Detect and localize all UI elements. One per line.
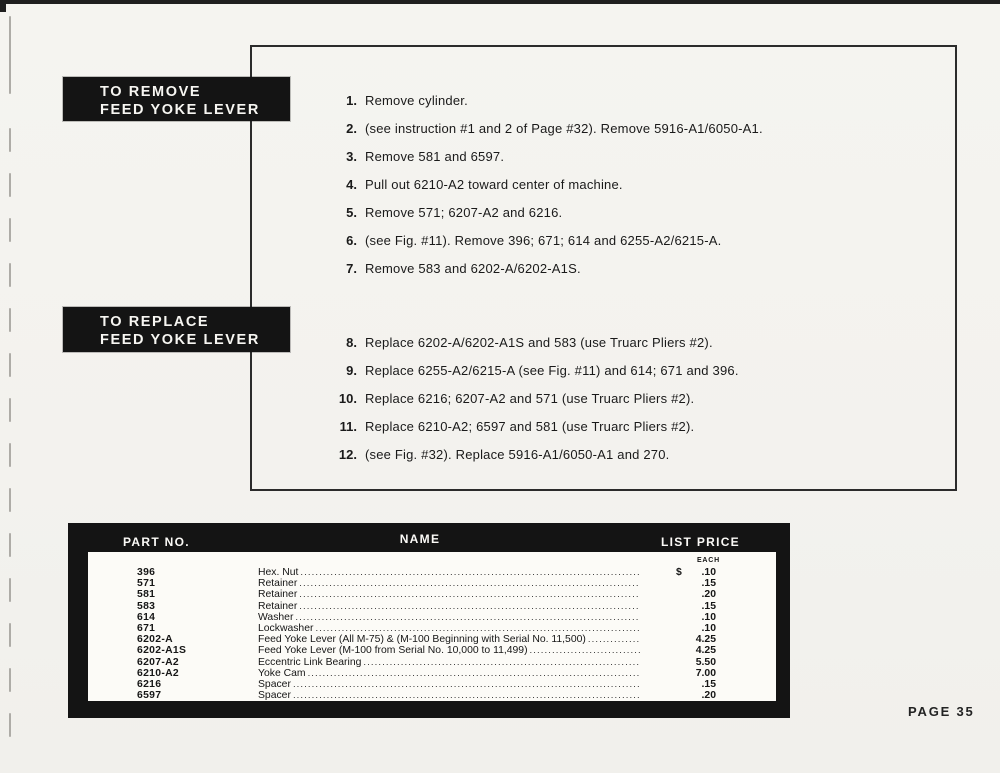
binding-mark	[9, 353, 11, 377]
step-number: 9.	[346, 363, 357, 378]
price-value: .15	[701, 578, 716, 590]
step-number: 7.	[346, 261, 357, 276]
part-name: Eccentric Link Bearing	[258, 656, 362, 668]
price-value: .20	[701, 690, 716, 702]
binding-mark	[9, 308, 11, 332]
parts-table-rows	[88, 567, 776, 701]
price-value: .15	[701, 600, 716, 612]
remove-step-6	[333, 232, 933, 249]
part-no-cell: 6202-A1S	[137, 645, 187, 657]
dot-leader	[308, 668, 640, 679]
column-header-list-price: LIST PRICE	[660, 535, 740, 549]
price-value: .10	[701, 611, 716, 623]
replace-step-5	[333, 446, 933, 463]
table-row	[88, 634, 776, 645]
name-cell	[258, 589, 640, 600]
table-row	[88, 657, 776, 668]
replace-steps-list	[333, 334, 933, 474]
price-cell	[676, 567, 776, 578]
dot-leader	[300, 567, 640, 578]
name-cell	[258, 601, 640, 612]
step-text: (see instruction #1 and 2 of Page #32). Remove 5916-A1/6050-A1.	[365, 121, 763, 136]
step-number: 2.	[346, 121, 357, 136]
dot-leader	[588, 634, 640, 645]
binding-mark	[9, 16, 11, 94]
table-row	[88, 567, 776, 578]
price-cell	[676, 634, 776, 645]
price-value: 7.00	[695, 667, 716, 679]
dot-leader	[295, 612, 640, 623]
binding-mark	[9, 623, 11, 647]
dot-leader	[299, 589, 640, 600]
step-text: Remove cylinder.	[365, 93, 468, 108]
table-row	[88, 589, 776, 600]
section-header-replace-line1: TO REPLACE	[100, 314, 210, 330]
price-unit-label: EACH	[696, 557, 720, 564]
part-no-cell: 671	[137, 622, 156, 634]
dot-leader	[530, 645, 640, 656]
price-value: 5.50	[695, 656, 716, 668]
binding-mark	[9, 128, 11, 152]
step-text: (see Fig. #32). Replace 5916-A1/6050-A1 and 270.	[365, 447, 670, 462]
step-number: 6.	[346, 233, 357, 248]
currency-symbol: $	[676, 567, 682, 578]
remove-step-3	[333, 148, 933, 165]
binding-mark	[9, 668, 11, 692]
price-value: .20	[701, 589, 716, 601]
scan-corner-mark	[0, 0, 6, 12]
name-cell	[258, 567, 640, 578]
section-header-remove-line1: TO REMOVE	[100, 84, 202, 100]
table-row	[88, 668, 776, 679]
price-value: .10	[701, 622, 716, 634]
step-text: Remove 583 and 6202-A/6202-A1S.	[365, 261, 581, 276]
remove-step-5	[333, 204, 933, 221]
remove-step-7	[333, 260, 933, 277]
parts-table-body-panel	[88, 552, 776, 701]
part-name: Hex. Nut	[258, 567, 299, 578]
binding-mark	[9, 443, 11, 467]
part-name: Retainer	[258, 589, 298, 601]
part-no-cell: 614	[137, 611, 156, 623]
price-value: 4.25	[695, 634, 716, 646]
binding-mark	[9, 173, 11, 197]
step-number: 8.	[346, 335, 357, 350]
step-number: 10.	[338, 391, 357, 406]
step-number: 4.	[346, 177, 357, 192]
part-name: Retainer	[258, 578, 298, 590]
step-number: 12.	[338, 447, 357, 462]
part-name: Feed Yoke Lever (All M-75) & (M-100 Beginning with Serial No. 11,500)	[258, 634, 586, 646]
step-text: Replace 6202-A/6202-A1S and 583 (use Truarc Pliers #2).	[365, 335, 713, 350]
part-no-cell: 581	[137, 589, 156, 601]
binding-mark	[9, 713, 11, 737]
part-name: Yoke Cam	[258, 667, 306, 679]
part-name: Spacer	[258, 690, 291, 702]
part-no-cell: 6216	[137, 678, 162, 690]
part-no-cell: 583	[137, 600, 156, 612]
section-header-remove-line2: FEED YOKE LEVER	[100, 102, 260, 118]
name-cell	[258, 645, 640, 656]
remove-step-1	[333, 92, 933, 109]
step-text: (see Fig. #11). Remove 396; 671; 614 and 6255-A2/6215-A.	[365, 233, 722, 248]
price-cell	[676, 623, 776, 634]
step-text: Remove 581 and 6597.	[365, 149, 505, 164]
table-row	[88, 645, 776, 656]
price-cell	[676, 679, 776, 690]
step-text: Replace 6216; 6207-A2 and 571 (use Truarc Pliers #2).	[365, 391, 695, 406]
step-text: Replace 6255-A2/6215-A (see Fig. #11) and 614; 671 and 396.	[365, 363, 739, 378]
name-cell	[258, 623, 640, 634]
name-cell	[258, 578, 640, 589]
part-no-cell: 571	[137, 578, 156, 590]
dot-leader	[299, 578, 640, 589]
page-number: PAGE 35	[908, 704, 975, 719]
part-no-cell: 6210-A2	[137, 667, 179, 679]
name-cell	[258, 657, 640, 668]
replace-step-3	[333, 390, 933, 407]
table-row	[88, 578, 776, 589]
binding-mark	[9, 533, 11, 557]
parts-table-header	[68, 532, 790, 550]
step-number: 5.	[346, 205, 357, 220]
name-cell	[258, 679, 640, 690]
table-row	[88, 623, 776, 634]
table-row	[88, 612, 776, 623]
replace-step-4	[333, 418, 933, 435]
part-name: Retainer	[258, 600, 298, 612]
dot-leader	[299, 601, 640, 612]
price-cell	[676, 645, 776, 656]
price-cell	[676, 589, 776, 600]
binding-mark	[9, 578, 11, 602]
name-cell	[258, 634, 640, 645]
part-name: Feed Yoke Lever (M-100 from Serial No. 10,000 to 11,499)	[258, 645, 528, 657]
scan-edge-top	[0, 0, 1000, 4]
replace-step-2	[333, 362, 933, 379]
remove-step-2	[333, 120, 933, 137]
price-value: 4.25	[695, 645, 716, 657]
binding-mark	[9, 488, 11, 512]
table-row	[88, 679, 776, 690]
part-no-cell: 6597	[137, 690, 162, 702]
table-row	[88, 601, 776, 612]
price-cell	[676, 690, 776, 701]
part-name: Washer	[258, 611, 294, 623]
step-number: 11.	[339, 419, 357, 434]
dot-leader	[315, 623, 640, 634]
name-cell	[258, 668, 640, 679]
remove-step-4	[333, 176, 933, 193]
part-no-cell: 396	[137, 567, 156, 578]
column-header-name: NAME	[399, 532, 441, 546]
binding-mark	[9, 218, 11, 242]
step-number: 1.	[346, 93, 357, 108]
replace-step-1	[333, 334, 933, 351]
binding-mark	[9, 263, 11, 287]
price-cell	[676, 612, 776, 623]
dot-leader	[293, 679, 640, 690]
remove-steps-list	[333, 92, 933, 288]
price-cell	[676, 601, 776, 612]
price-value: .15	[701, 678, 716, 690]
step-text: Remove 571; 6207-A2 and 6216.	[365, 205, 563, 220]
price-cell	[676, 668, 776, 679]
name-cell	[258, 612, 640, 623]
dot-leader	[363, 657, 640, 668]
table-row	[88, 690, 776, 701]
section-header-replace-line2: FEED YOKE LEVER	[100, 332, 260, 348]
section-header-replace	[63, 307, 290, 352]
name-cell	[258, 690, 640, 701]
step-text: Pull out 6210-A2 toward center of machine.	[365, 177, 623, 192]
section-header-remove	[63, 77, 290, 121]
part-no-cell: 6202-A	[137, 634, 173, 646]
part-name: Spacer	[258, 678, 291, 690]
parts-table	[68, 523, 790, 718]
price-cell	[676, 578, 776, 589]
step-number: 3.	[346, 149, 357, 164]
dot-leader	[293, 690, 640, 701]
price-cell	[676, 657, 776, 668]
part-no-cell: 6207-A2	[137, 656, 179, 668]
part-name: Lockwasher	[258, 622, 314, 634]
column-header-part-no: PART NO.	[123, 535, 190, 549]
binding-mark	[9, 398, 11, 422]
step-text: Replace 6210-A2; 6597 and 581 (use Truarc Pliers #2).	[365, 419, 695, 434]
price-value: .10	[701, 567, 716, 578]
